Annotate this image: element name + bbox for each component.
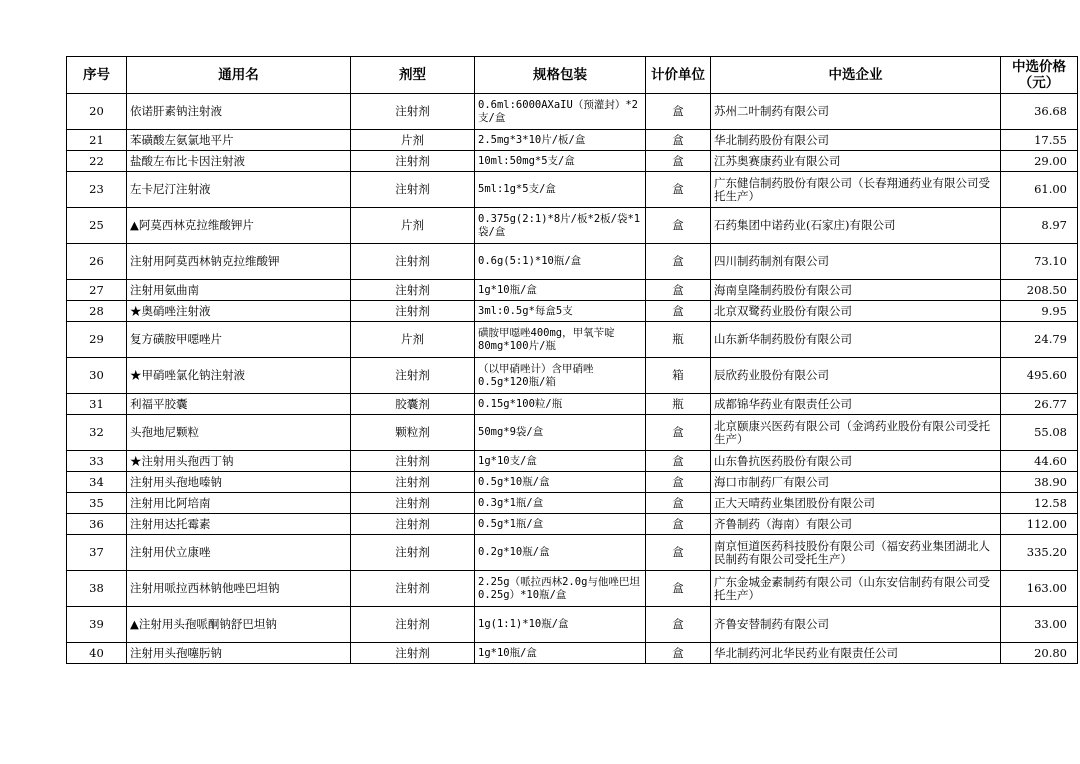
cell-generic-name: 注射用头孢地嗪钠 <box>127 472 351 493</box>
cell-generic-name: 头孢地尼颗粒 <box>127 415 351 451</box>
table-row <box>67 301 1078 322</box>
cell-generic-name: ▲注射用头孢哌酮钠舒巴坦钠 <box>127 607 351 643</box>
cell-company: 山东鲁抗医药股份有限公司 <box>711 451 1001 472</box>
cell-specification: 0.2g*10瓶/盒 <box>475 535 646 571</box>
drug-price-table <box>66 56 1078 664</box>
cell-generic-name: 注射用比阿培南 <box>127 493 351 514</box>
cell-company: 广东金城金素制药有限公司（山东安信制药有限公司受托生产） <box>711 571 1001 607</box>
header-serial: 序号 <box>67 57 127 94</box>
cell-company: 齐鲁制药（海南）有限公司 <box>711 514 1001 535</box>
cell-dosage-form: 片剂 <box>351 322 475 358</box>
cell-company: 辰欣药业股份有限公司 <box>711 358 1001 394</box>
cell-price: 38.90 <box>1001 472 1078 493</box>
cell-specification: 1g*10瓶/盒 <box>475 643 646 664</box>
cell-serial: 32 <box>67 415 127 451</box>
cell-dosage-form: 注射剂 <box>351 94 475 130</box>
cell-serial: 26 <box>67 244 127 280</box>
cell-pricing-unit: 盒 <box>646 514 711 535</box>
cell-pricing-unit: 盒 <box>646 172 711 208</box>
table-row <box>67 280 1078 301</box>
cell-company: 北京颐康兴医药有限公司（金鸿药业股份有限公司受托生产） <box>711 415 1001 451</box>
cell-specification: 0.5g*10瓶/盒 <box>475 472 646 493</box>
cell-serial: 34 <box>67 472 127 493</box>
table-row <box>67 358 1078 394</box>
cell-pricing-unit: 盒 <box>646 94 711 130</box>
cell-dosage-form: 注射剂 <box>351 172 475 208</box>
cell-generic-name: 注射用头孢噻肟钠 <box>127 643 351 664</box>
cell-generic-name: ★甲硝唑氯化钠注射液 <box>127 358 351 394</box>
cell-serial: 38 <box>67 571 127 607</box>
table-row <box>67 514 1078 535</box>
cell-specification: 3ml:0.5g*每盒5支 <box>475 301 646 322</box>
cell-generic-name: ★奥硝唑注射液 <box>127 301 351 322</box>
table-row <box>67 535 1078 571</box>
cell-dosage-form: 片剂 <box>351 208 475 244</box>
cell-pricing-unit: 箱 <box>646 358 711 394</box>
cell-specification: 0.6ml:6000AXaIU（预灌封）*2支/盒 <box>475 94 646 130</box>
cell-dosage-form: 注射剂 <box>351 643 475 664</box>
cell-serial: 23 <box>67 172 127 208</box>
table-row <box>67 208 1078 244</box>
cell-dosage-form: 注射剂 <box>351 358 475 394</box>
cell-generic-name: 注射用达托霉素 <box>127 514 351 535</box>
cell-company: 江苏奥赛康药业有限公司 <box>711 151 1001 172</box>
cell-price: 29.00 <box>1001 151 1078 172</box>
cell-pricing-unit: 盒 <box>646 643 711 664</box>
cell-pricing-unit: 盒 <box>646 208 711 244</box>
cell-generic-name: 依诺肝素钠注射液 <box>127 94 351 130</box>
cell-price: 73.10 <box>1001 244 1078 280</box>
cell-pricing-unit: 盒 <box>646 535 711 571</box>
header-dosage-form: 剂型 <box>351 57 475 94</box>
cell-specification: 5ml:1g*5支/盒 <box>475 172 646 208</box>
cell-serial: 22 <box>67 151 127 172</box>
cell-serial: 37 <box>67 535 127 571</box>
cell-dosage-form: 注射剂 <box>351 535 475 571</box>
cell-specification: 0.6g(5:1)*10瓶/盒 <box>475 244 646 280</box>
cell-price: 55.08 <box>1001 415 1078 451</box>
header-price: 中选价格（元） <box>1001 57 1078 94</box>
cell-specification: 1g*10支/盒 <box>475 451 646 472</box>
cell-price: 26.77 <box>1001 394 1078 415</box>
cell-price: 17.55 <box>1001 130 1078 151</box>
cell-company: 北京双鹭药业股份有限公司 <box>711 301 1001 322</box>
table-row <box>67 151 1078 172</box>
header-company: 中选企业 <box>711 57 1001 94</box>
cell-pricing-unit: 盒 <box>646 130 711 151</box>
table-row <box>67 244 1078 280</box>
table-row <box>67 451 1078 472</box>
cell-price: 495.60 <box>1001 358 1078 394</box>
cell-company: 苏州二叶制药有限公司 <box>711 94 1001 130</box>
cell-serial: 28 <box>67 301 127 322</box>
cell-generic-name: 盐酸左布比卡因注射液 <box>127 151 351 172</box>
cell-price: 12.58 <box>1001 493 1078 514</box>
cell-generic-name: 注射用氨曲南 <box>127 280 351 301</box>
table-row <box>67 493 1078 514</box>
cell-pricing-unit: 盒 <box>646 472 711 493</box>
cell-dosage-form: 注射剂 <box>351 244 475 280</box>
cell-specification: （以甲硝唑计）含甲硝唑0.5g*120瓶/箱 <box>475 358 646 394</box>
cell-pricing-unit: 瓶 <box>646 394 711 415</box>
cell-specification: 50mg*9袋/盒 <box>475 415 646 451</box>
cell-specification: 1g(1:1)*10瓶/盒 <box>475 607 646 643</box>
cell-price: 33.00 <box>1001 607 1078 643</box>
cell-generic-name: 利福平胶囊 <box>127 394 351 415</box>
cell-pricing-unit: 盒 <box>646 244 711 280</box>
header-specification: 规格包装 <box>475 57 646 94</box>
cell-specification: 0.3g*1瓶/盒 <box>475 493 646 514</box>
cell-serial: 21 <box>67 130 127 151</box>
cell-company: 华北制药河北华民药业有限责任公司 <box>711 643 1001 664</box>
cell-serial: 39 <box>67 607 127 643</box>
cell-company: 石药集团中诺药业(石家庄)有限公司 <box>711 208 1001 244</box>
cell-generic-name: ▲阿莫西林克拉维酸钾片 <box>127 208 351 244</box>
cell-dosage-form: 片剂 <box>351 130 475 151</box>
cell-price: 163.00 <box>1001 571 1078 607</box>
table-row <box>67 607 1078 643</box>
cell-company: 华北制药股份有限公司 <box>711 130 1001 151</box>
cell-serial: 30 <box>67 358 127 394</box>
cell-specification: 0.15g*100粒/瓶 <box>475 394 646 415</box>
cell-pricing-unit: 盒 <box>646 280 711 301</box>
cell-serial: 33 <box>67 451 127 472</box>
table-row <box>67 172 1078 208</box>
cell-company: 广东健信制药股份有限公司（长春翔通药业有限公司受托生产） <box>711 172 1001 208</box>
cell-company: 四川制药制剂有限公司 <box>711 244 1001 280</box>
cell-dosage-form: 胶囊剂 <box>351 394 475 415</box>
cell-company: 山东新华制药股份有限公司 <box>711 322 1001 358</box>
table-row <box>67 394 1078 415</box>
cell-price: 44.60 <box>1001 451 1078 472</box>
cell-serial: 40 <box>67 643 127 664</box>
cell-specification: 0.375g(2:1)*8片/板*2板/袋*1袋/盒 <box>475 208 646 244</box>
cell-generic-name: 注射用伏立康唑 <box>127 535 351 571</box>
cell-generic-name: 注射用阿莫西林钠克拉维酸钾 <box>127 244 351 280</box>
table-row <box>67 643 1078 664</box>
table-row <box>67 415 1078 451</box>
cell-price: 208.50 <box>1001 280 1078 301</box>
cell-price: 20.80 <box>1001 643 1078 664</box>
cell-serial: 25 <box>67 208 127 244</box>
cell-pricing-unit: 盒 <box>646 571 711 607</box>
table-row <box>67 322 1078 358</box>
cell-serial: 35 <box>67 493 127 514</box>
cell-serial: 29 <box>67 322 127 358</box>
cell-company: 南京恒道医药科技股份有限公司（福安药业集团湖北人民制药有限公司受托生产） <box>711 535 1001 571</box>
cell-pricing-unit: 盒 <box>646 151 711 172</box>
cell-dosage-form: 注射剂 <box>351 472 475 493</box>
cell-price: 36.68 <box>1001 94 1078 130</box>
cell-pricing-unit: 盒 <box>646 415 711 451</box>
cell-generic-name: 苯磺酸左氨氯地平片 <box>127 130 351 151</box>
cell-dosage-form: 注射剂 <box>351 301 475 322</box>
cell-specification: 2.25g（哌拉西林2.0g与他唑巴坦0.25g）*10瓶/盒 <box>475 571 646 607</box>
cell-price: 9.95 <box>1001 301 1078 322</box>
cell-price: 24.79 <box>1001 322 1078 358</box>
cell-serial: 36 <box>67 514 127 535</box>
cell-serial: 27 <box>67 280 127 301</box>
cell-company: 成都锦华药业有限责任公司 <box>711 394 1001 415</box>
cell-generic-name: 左卡尼汀注射液 <box>127 172 351 208</box>
cell-company: 齐鲁安替制药有限公司 <box>711 607 1001 643</box>
table-row <box>67 472 1078 493</box>
cell-dosage-form: 注射剂 <box>351 514 475 535</box>
cell-generic-name: 注射用哌拉西林钠他唑巴坦钠 <box>127 571 351 607</box>
cell-specification: 磺胺甲噁唑400mg，甲氧苄啶80mg*100片/瓶 <box>475 322 646 358</box>
cell-pricing-unit: 盒 <box>646 301 711 322</box>
table-row <box>67 571 1078 607</box>
cell-price: 335.20 <box>1001 535 1078 571</box>
cell-pricing-unit: 盒 <box>646 493 711 514</box>
cell-pricing-unit: 瓶 <box>646 322 711 358</box>
cell-generic-name: ★注射用头孢西丁钠 <box>127 451 351 472</box>
cell-generic-name: 复方磺胺甲噁唑片 <box>127 322 351 358</box>
cell-company: 海南皇隆制药股份有限公司 <box>711 280 1001 301</box>
cell-serial: 20 <box>67 94 127 130</box>
cell-specification: 0.5g*1瓶/盒 <box>475 514 646 535</box>
header-pricing-unit: 计价单位 <box>646 57 711 94</box>
cell-price: 112.00 <box>1001 514 1078 535</box>
table-row <box>67 130 1078 151</box>
cell-company: 海口市制药厂有限公司 <box>711 472 1001 493</box>
table-body <box>67 94 1078 664</box>
header-generic-name: 通用名 <box>127 57 351 94</box>
cell-price: 8.97 <box>1001 208 1078 244</box>
cell-specification: 10ml:50mg*5支/盒 <box>475 151 646 172</box>
table-row <box>67 94 1078 130</box>
cell-company: 正大天晴药业集团股份有限公司 <box>711 493 1001 514</box>
cell-dosage-form: 注射剂 <box>351 571 475 607</box>
cell-dosage-form: 注射剂 <box>351 493 475 514</box>
cell-pricing-unit: 盒 <box>646 451 711 472</box>
cell-serial: 31 <box>67 394 127 415</box>
cell-dosage-form: 注射剂 <box>351 607 475 643</box>
cell-specification: 2.5mg*3*10片/板/盒 <box>475 130 646 151</box>
cell-dosage-form: 注射剂 <box>351 280 475 301</box>
cell-specification: 1g*10瓶/盒 <box>475 280 646 301</box>
cell-pricing-unit: 盒 <box>646 607 711 643</box>
cell-dosage-form: 注射剂 <box>351 151 475 172</box>
cell-price: 61.00 <box>1001 172 1078 208</box>
cell-dosage-form: 注射剂 <box>351 451 475 472</box>
table-header-row <box>67 57 1078 94</box>
cell-dosage-form: 颗粒剂 <box>351 415 475 451</box>
